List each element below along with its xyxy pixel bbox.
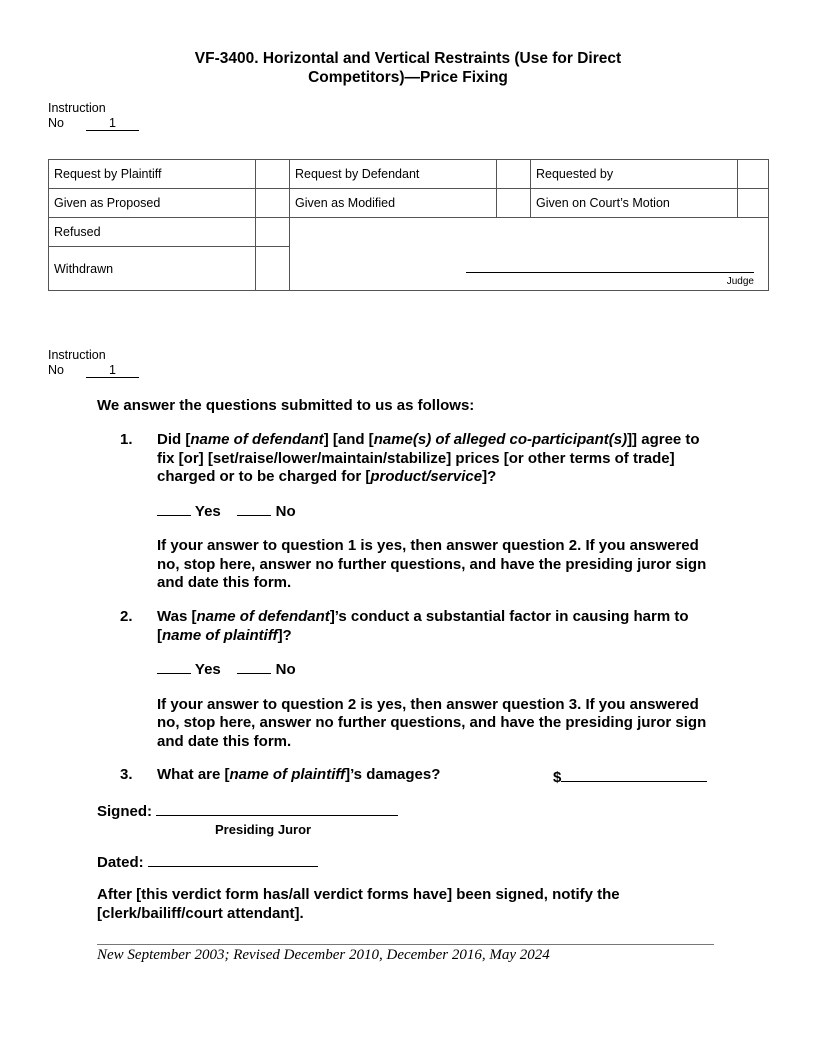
request-table xyxy=(48,159,769,291)
text-segment: name of plaintiff xyxy=(162,626,278,644)
followup-instruction: If your answer to question 2 is yes, then answer question 3. If you answered no, stop here, answer no further questions, and have the presiding juror sign and date this form. xyxy=(157,695,707,750)
requested-by-label: Requested by xyxy=(531,160,738,189)
no-label: No xyxy=(48,363,64,377)
request-plaintiff-box[interactable] xyxy=(256,160,290,189)
revision-footer: New September 2003; Revised December 2010, December 2016, May 2024 xyxy=(97,944,714,964)
request-defendant-label: Request by Defendant xyxy=(290,160,497,189)
given-proposed-box[interactable] xyxy=(256,189,290,218)
text-segment: ]? xyxy=(277,626,292,644)
given-court-label: Given on Court’s Motion xyxy=(531,189,738,218)
request-plaintiff-label: Request by Plaintiff xyxy=(49,160,256,189)
closing-instruction: After [this verdict form has/all verdict forms have] been signed, notify the [clerk/bailiff/court attendant]. xyxy=(97,886,620,922)
title-line-1: VF-3400. Horizontal and Vertical Restraints (Use for Direct xyxy=(194,50,622,67)
instruction-label: Instruction xyxy=(48,348,106,362)
instruction-number[interactable]: 1 xyxy=(86,364,139,378)
signed-label: Signed: xyxy=(97,803,152,820)
answer-blank[interactable] xyxy=(237,673,271,674)
date-line[interactable] xyxy=(148,852,318,867)
question-number: 1. xyxy=(120,431,133,448)
signed-section xyxy=(97,801,398,838)
requested-by-box[interactable] xyxy=(738,160,769,189)
signature-line[interactable] xyxy=(156,801,398,816)
text-segment: No xyxy=(275,661,296,678)
refused-box[interactable] xyxy=(256,218,290,247)
text-segment: What are [ xyxy=(157,766,230,783)
given-proposed-label: Given as Proposed xyxy=(49,189,256,218)
judge-label: Judge xyxy=(726,276,754,287)
text-segment: product/service xyxy=(370,468,483,485)
text-segment: name(s) of alleged co-participant(s) xyxy=(373,431,628,448)
text-segment: Yes xyxy=(194,502,221,520)
answer-blank[interactable] xyxy=(561,766,707,782)
text-segment: No xyxy=(275,502,296,520)
followup-instruction: If your answer to question 1 is yes, then answer question 2. If you answered no, stop here, answer no further questions, and have the presiding juror sign and date this form. xyxy=(157,537,707,591)
refused-label: Refused xyxy=(49,218,256,247)
intro-text: We answer the questions submitted to us as follows: xyxy=(97,397,475,414)
question-1 xyxy=(120,431,720,593)
instruction-number-bottom xyxy=(48,348,139,378)
text-segment: $ xyxy=(553,769,562,786)
text-segment: name of defendant xyxy=(196,608,330,625)
dated-label: Dated: xyxy=(97,854,144,871)
given-modified-box[interactable] xyxy=(497,189,531,218)
question-number: 3. xyxy=(120,766,133,783)
withdrawn-box[interactable] xyxy=(256,247,290,291)
text-segment: Did [ xyxy=(157,431,191,448)
dated-section xyxy=(97,852,318,873)
yes-no-answer[interactable] xyxy=(157,503,720,522)
judge-signature-line xyxy=(466,272,754,273)
no-label: No xyxy=(48,116,64,130)
text-segment: Was [ xyxy=(157,608,197,625)
question-2 xyxy=(120,608,720,751)
request-defendant-box[interactable] xyxy=(497,160,531,189)
instruction-label: Instruction xyxy=(48,101,106,115)
answer-blank[interactable] xyxy=(157,515,191,516)
text-segment: ]’s conduct a substantial factor in causing harm to [ xyxy=(157,608,689,644)
answer-blank[interactable] xyxy=(157,673,191,674)
yes-no-answer[interactable] xyxy=(157,661,720,680)
question-3 xyxy=(120,766,720,785)
text-segment: ]? xyxy=(482,468,497,485)
answer-blank[interactable] xyxy=(237,515,271,516)
judge-signature-area[interactable] xyxy=(290,218,769,291)
text-segment: name of plaintiff xyxy=(229,766,346,783)
presiding-juror-label: Presiding Juror xyxy=(215,821,312,837)
text-segment: ]] agree to fix [or] [set/raise/lower/maintain/stabilize] prices [or other terms of trade] charged or to be charged for [ xyxy=(157,431,700,485)
withdrawn-label: Withdrawn xyxy=(49,247,256,291)
text-segment: ] [and [ xyxy=(323,431,374,448)
title-line-2: Competitors)—Price Fixing xyxy=(308,69,508,86)
damages-field[interactable] xyxy=(553,766,707,788)
given-modified-label: Given as Modified xyxy=(290,189,497,218)
text-segment: ]’s damages? xyxy=(345,766,441,783)
given-court-box[interactable] xyxy=(738,189,769,218)
instruction-number[interactable]: 1 xyxy=(86,117,139,131)
instruction-number-top xyxy=(48,101,139,131)
text-segment: name of defendant xyxy=(190,431,324,448)
form-title xyxy=(0,49,816,87)
text-segment: Yes xyxy=(194,661,221,678)
question-number: 2. xyxy=(120,608,133,625)
